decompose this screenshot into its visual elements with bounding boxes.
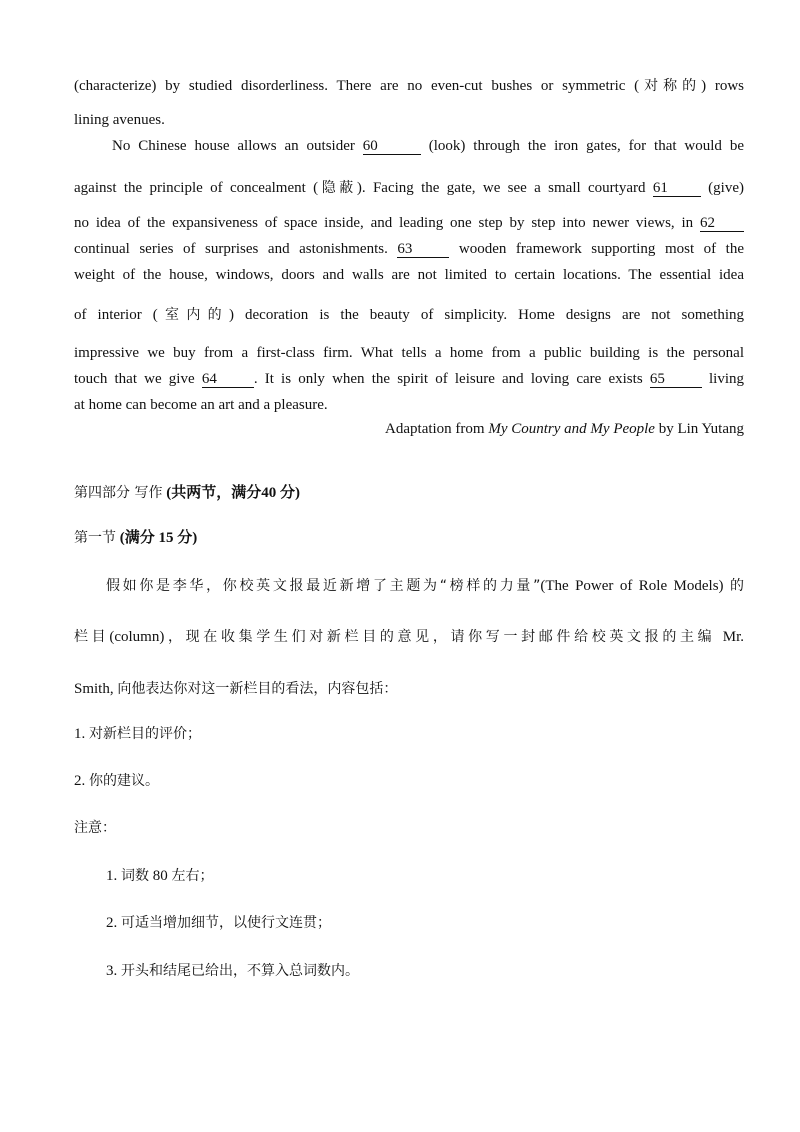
content-item bbox=[74, 771, 744, 791]
part-score: 40 bbox=[261, 485, 277, 501]
task-text: 向他表达你对这一新栏目的看法，内容包括： bbox=[117, 681, 398, 697]
section-note: 分) bbox=[177, 530, 198, 546]
passage-text: at home can become an art and a pleasure. bbox=[74, 397, 328, 413]
blank-65[interactable]: 65 bbox=[650, 371, 702, 388]
task-text: (The Power of Role Models) bbox=[540, 578, 724, 594]
item-text: 可适当增加细节，以使行文连贯； bbox=[121, 915, 331, 931]
passage-line bbox=[74, 110, 744, 130]
section-score: 15 bbox=[158, 530, 174, 546]
blank-63[interactable]: 63 bbox=[397, 241, 449, 258]
item-number: 1. bbox=[74, 726, 86, 742]
section-note: (满分 bbox=[119, 530, 155, 546]
passage-text: No Chinese house allows an outsider bbox=[112, 138, 355, 154]
passage-line bbox=[74, 178, 744, 198]
note-heading bbox=[74, 818, 744, 838]
passage-text: ). Facing the gate, we see a small courtyard bbox=[356, 180, 646, 196]
task-text: Mr. bbox=[722, 629, 745, 645]
passage-line bbox=[74, 213, 744, 233]
passage-text: (look) through the iron gates, for that would be bbox=[428, 138, 745, 154]
item-text: 你的建议。 bbox=[89, 773, 159, 789]
task-text: 假如你是李华，你校英文报最近新增了主题为“榜样的力量” bbox=[106, 578, 541, 594]
task-text: ，现在收集学生们对新栏目的意见，请你写一封邮件给校英文报的主编 bbox=[164, 629, 716, 645]
passage-text: . It is only when the spirit of leisure and loving care exists bbox=[253, 371, 643, 387]
passage-line bbox=[74, 76, 744, 96]
blank-62[interactable]: 62 bbox=[700, 215, 744, 232]
item-number: 3. bbox=[106, 963, 118, 979]
passage-text: weight of the house, windows, doors and walls are not limited to certain locations. The essential idea bbox=[74, 267, 744, 283]
passage-text: of interior ( bbox=[74, 307, 158, 323]
passage-text: lining avenues. bbox=[74, 112, 165, 128]
note-item bbox=[106, 961, 744, 981]
part-heading bbox=[74, 483, 744, 503]
passage-text: ) decoration is the beauty of simplicity. Home designs are not something bbox=[228, 307, 745, 323]
task-line bbox=[106, 576, 744, 596]
task-text: 栏目 bbox=[74, 629, 110, 645]
task-text: 的 bbox=[730, 578, 744, 594]
passage-text: (characterize) by studied disorderliness. There are no even-cut bushes or symmetric ( bbox=[74, 78, 640, 94]
passage-line bbox=[74, 395, 744, 415]
blank-61[interactable]: 61 bbox=[653, 180, 701, 197]
passage-line bbox=[112, 136, 744, 156]
passage-text: living bbox=[709, 371, 745, 387]
chinese-gloss: 室内的 bbox=[157, 307, 229, 323]
word-count: 80 bbox=[152, 868, 168, 884]
item-number: 2. bbox=[74, 773, 86, 789]
passage-text: against the principle of concealment ( bbox=[74, 180, 319, 196]
task-text: (column) bbox=[109, 629, 165, 645]
source-citation bbox=[74, 419, 744, 439]
chinese-gloss: 隐蔽 bbox=[318, 180, 357, 196]
passage-line bbox=[74, 265, 744, 285]
passage-text: no idea of the expansiveness of space inside, and leading one step by step into newer views, in bbox=[74, 215, 694, 231]
blank-60[interactable]: 60 bbox=[363, 138, 421, 155]
note-item bbox=[106, 866, 744, 886]
note-title: 注意： bbox=[74, 820, 116, 836]
passage-text: ) rows bbox=[701, 78, 745, 94]
passage-line bbox=[74, 369, 744, 389]
item-number: 2. bbox=[106, 915, 118, 931]
task-line bbox=[74, 679, 744, 699]
passage-text: continual series of surprises and astonishments. bbox=[74, 241, 388, 257]
part-note: 分) bbox=[279, 485, 300, 501]
note-item bbox=[106, 913, 744, 933]
chinese-gloss: 对称的 bbox=[639, 78, 702, 94]
blank-64[interactable]: 64 bbox=[202, 371, 254, 388]
item-text: 开头和结尾已给出，不算入总词数内。 bbox=[121, 963, 359, 979]
item-text: 对新栏目的评价； bbox=[89, 726, 201, 742]
item-text: 左右； bbox=[171, 868, 214, 884]
passage-line bbox=[74, 239, 744, 259]
task-line bbox=[74, 627, 744, 647]
citation-text: by Lin Yutang bbox=[658, 421, 744, 437]
item-number: 1. bbox=[106, 868, 118, 884]
citation-text: Adaptation from bbox=[385, 421, 485, 437]
part-title: 第四部分 写作 bbox=[74, 485, 163, 501]
part-note: (共两节，满分 bbox=[166, 485, 262, 501]
passage-line bbox=[74, 305, 744, 325]
passage-text: touch that we give bbox=[74, 371, 195, 387]
passage-text: (give) bbox=[708, 180, 744, 196]
section-heading bbox=[74, 528, 744, 548]
passage-line bbox=[74, 343, 744, 363]
item-text: 词数 bbox=[121, 868, 149, 884]
task-text: Smith, bbox=[74, 681, 114, 697]
content-item bbox=[74, 724, 744, 744]
book-title: My Country and My People bbox=[488, 421, 655, 437]
passage-text: impressive we buy from a first-class firm. What tells a home from a public building is the personal bbox=[74, 345, 744, 361]
section-title: 第一节 bbox=[74, 530, 116, 546]
passage-text: wooden framework supporting most of the bbox=[458, 241, 745, 257]
